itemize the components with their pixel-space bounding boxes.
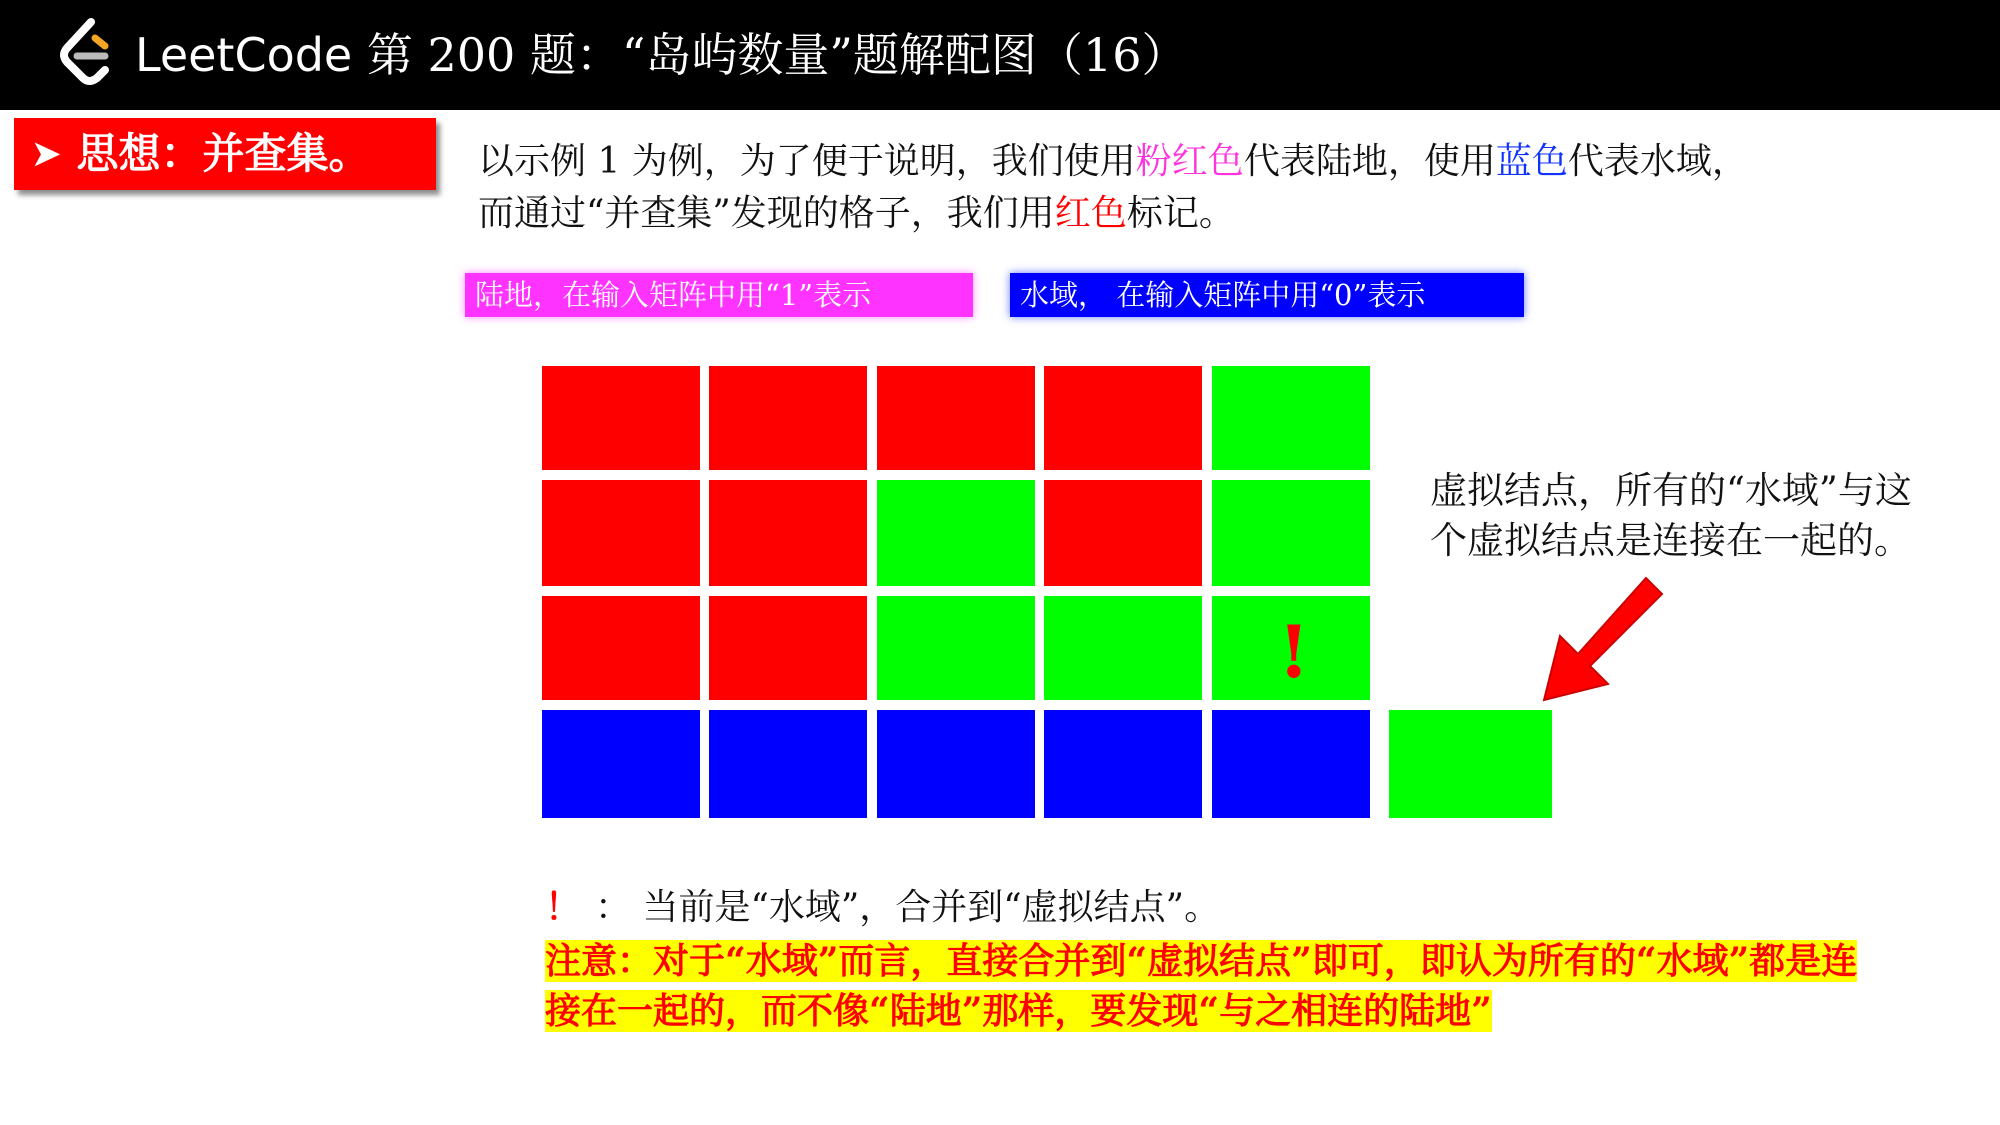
brand-name: LeetCode [135,28,353,82]
virtual-node [1389,710,1552,818]
grid-cell-land [1044,366,1202,470]
description [478,136,1978,240]
header-bar [0,0,2000,110]
desc-red: 红色 [1054,193,1127,234]
legend-water: 水域， 在输入矩阵中用“0”表示 [1010,273,1524,317]
grid-cell-land [709,366,867,470]
desc-text: 以示例 1 为例，为了便于说明，我们使用 [478,141,1136,182]
desc-text: 而通过“并查集”发现的格子，我们用 [478,193,1055,234]
description-line-2 [478,188,1978,240]
legend-land: 陆地，在输入矩阵中用“1”表示 [465,273,973,317]
virtual-node-note: 虚拟结点，所有的“水域”与这个虚拟结点是连接在一起的。 [1430,469,1912,562]
desc-text: 标记。 [1126,193,1235,234]
desc-text: 代表水域， [1567,141,1748,182]
explanation-text: ： 当前是“水域”，合并到“虚拟结点”。 [595,887,1221,928]
explanation-mark: ！ [545,886,582,928]
grid-cell-connected [1212,366,1370,470]
description-line-1 [478,136,1978,188]
desc-text: 代表陆地，使用 [1243,141,1496,182]
grid-cell-land [709,596,867,700]
grid-cell-land [542,480,700,586]
leetcode-logo-icon [55,18,117,88]
desc-blue: 蓝色 [1495,141,1568,182]
grid-cell-land [542,366,700,470]
grid-cell-water [709,710,867,818]
grid-cell-land [1044,480,1202,586]
grid-cell-land [542,596,700,700]
grid-cell-water [1212,710,1370,818]
grid-cell-water [1044,710,1202,818]
grid-cell-water [877,710,1035,818]
idea-label: 思想：并查集。 [76,129,371,178]
warning-text: 注意：对于“水域”而言，直接合并到“虚拟结点”即可，即认为所有的“水域”都是连接在一起的，而不像“陆地”那样，要发现“与之相连的陆地” [545,940,1858,1032]
exclamation-mark: ! [1278,609,1310,694]
arrow-icon [1530,570,1670,710]
grid-cell-connected [877,596,1035,700]
grid-cell-connected [1212,480,1370,586]
grid-cell-connected [1044,596,1202,700]
grid-cell-land [709,480,867,586]
warning-note [545,936,1890,1036]
grid-cell-land [877,366,1035,470]
grid-cell-connected [877,480,1035,586]
page-title [135,20,1187,90]
desc-pink: 粉红色 [1135,141,1244,182]
title-text: 第 200 题：“岛屿数量”题解配图（16） [352,28,1188,82]
grid-cell-water [542,710,700,818]
idea-tag [14,118,436,190]
triangle-bullet-icon: ➤ [32,134,61,174]
explanation [545,880,1220,935]
